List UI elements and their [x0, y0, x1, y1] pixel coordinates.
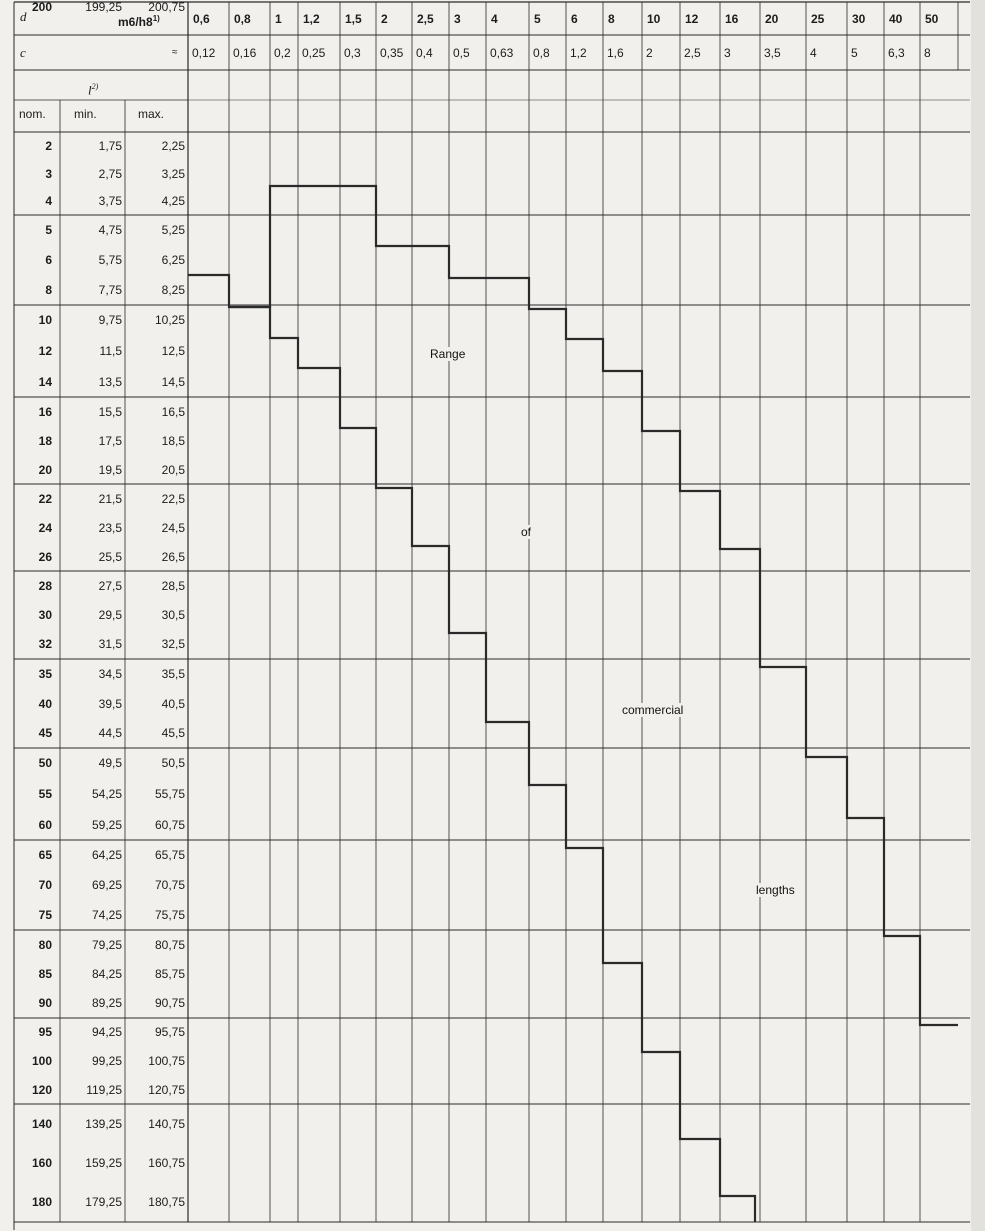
length-min: 13,5 — [98, 374, 122, 389]
length-nom: 85 — [38, 967, 52, 981]
c-value-label: 5 — [851, 46, 858, 60]
length-min: 2,75 — [98, 166, 122, 181]
length-nom: 24 — [38, 520, 52, 535]
length-max: 100,75 — [148, 1054, 185, 1068]
c-value-label: 4 — [810, 46, 817, 60]
length-nom: 22 — [38, 491, 52, 506]
length-nom: 28 — [38, 578, 52, 593]
length-min: 21,5 — [98, 491, 122, 506]
length-nom: 160 — [31, 1156, 52, 1170]
header-approx-symbol: ≈ — [172, 47, 178, 58]
length-min: 64,25 — [91, 848, 122, 862]
length-nom: 8 — [45, 283, 52, 297]
c-value-label: 1,6 — [607, 46, 624, 60]
length-min: 9,75 — [98, 313, 122, 328]
diameter-label: 2,5 — [417, 12, 434, 26]
diameter-label: 0,6 — [193, 12, 210, 26]
length-nom: 12 — [38, 344, 52, 358]
length-max: 70,75 — [154, 878, 185, 892]
length-nom: 30 — [38, 608, 52, 622]
diameter-label: 10 — [647, 12, 661, 26]
length-nom: 55 — [38, 787, 52, 801]
header-tolerance — [118, 12, 160, 29]
length-max: 6,25 — [161, 253, 185, 267]
lower-range-boundary — [229, 307, 755, 1222]
length-min: 84,25 — [91, 967, 122, 981]
length-nom: 45 — [38, 726, 52, 741]
length-min: 29,5 — [98, 608, 122, 622]
length-min: 119,25 — [86, 1082, 122, 1097]
range-word-3: commercial — [622, 703, 684, 717]
c-value-label: 0,3 — [344, 46, 361, 60]
length-max: 200,75 — [148, 0, 185, 14]
length-nom: 2 — [45, 138, 52, 153]
length-nom: 20 — [38, 462, 52, 477]
length-min: 49,5 — [98, 756, 122, 771]
length-max: 3,25 — [161, 166, 185, 181]
length-min: 94,25 — [91, 1025, 122, 1040]
c-value-label: 1,2 — [570, 46, 587, 60]
length-min: 139,25 — [85, 1116, 122, 1131]
diameter-label: 25 — [811, 12, 825, 26]
length-min: 5,75 — [98, 253, 122, 267]
length-max: 65,75 — [154, 848, 185, 862]
upper-range-boundary — [188, 186, 958, 1025]
length-nom: 6 — [45, 253, 52, 267]
c-value-label: 2,5 — [684, 46, 701, 60]
length-min: 23,5 — [98, 520, 122, 535]
diameter-label: 3 — [454, 12, 461, 26]
length-max: 32,5 — [161, 637, 185, 652]
header-tolerance-text: m6/h8 — [118, 15, 153, 29]
length-max: 28,5 — [161, 578, 185, 593]
diameter-label: 30 — [852, 12, 866, 26]
length-max: 20,5 — [161, 462, 185, 477]
diameter-label: 1 — [275, 12, 282, 26]
diameter-label: 50 — [925, 12, 939, 26]
c-value-label: 0,4 — [416, 46, 433, 60]
length-max: 4,25 — [161, 194, 185, 209]
header-l-text: l — [88, 82, 92, 98]
length-nom: 5 — [45, 223, 52, 237]
col-header-nom: nom. — [19, 107, 46, 121]
length-max: 55,75 — [154, 787, 185, 801]
c-value-label: 0,63 — [490, 46, 514, 60]
length-nom: 10 — [38, 313, 52, 328]
c-value-label: 0,12 — [192, 46, 216, 60]
length-min: 34,5 — [98, 666, 122, 681]
length-min: 44,5 — [98, 726, 122, 741]
length-nom: 95 — [38, 1025, 52, 1040]
length-max: 26,5 — [161, 549, 185, 564]
diameter-label: 5 — [534, 12, 541, 26]
diameter-label: 0,8 — [234, 12, 251, 26]
length-nom: 4 — [45, 194, 52, 209]
length-min: 89,25 — [91, 996, 122, 1011]
length-max: 10,25 — [154, 313, 185, 328]
c-value-label: 2 — [646, 46, 653, 60]
length-min: 3,75 — [98, 194, 122, 209]
header-l-note: 2) — [91, 82, 99, 91]
diameter-label: 8 — [608, 12, 615, 26]
length-min: 74,25 — [91, 908, 122, 922]
length-min: 199,25 — [85, 0, 122, 14]
length-nom: 180 — [31, 1195, 52, 1210]
length-min: 59,25 — [91, 817, 122, 832]
length-max: 22,5 — [161, 491, 185, 506]
length-nom: 40 — [38, 696, 52, 711]
length-nom: 100 — [31, 1054, 52, 1068]
length-nom: 70 — [38, 878, 52, 892]
diameter-label: 40 — [889, 12, 903, 26]
header-d-symbol: d — [20, 9, 27, 24]
length-min: 179,25 — [85, 1195, 122, 1210]
length-min: 69,25 — [91, 878, 122, 892]
range-word-4: lengths — [756, 883, 795, 897]
length-min: 4,75 — [98, 223, 122, 237]
length-max: 75,75 — [154, 908, 185, 922]
length-nom: 65 — [38, 848, 52, 862]
diameter-label: 20 — [765, 12, 779, 26]
header-l-symbol — [88, 80, 98, 97]
diameter-label: 4 — [491, 12, 498, 26]
diameter-label: 1,5 — [345, 12, 362, 26]
header-tolerance-note: 1) — [152, 14, 160, 23]
length-nom: 26 — [38, 549, 52, 564]
length-nom: 3 — [45, 166, 52, 181]
c-value-label: 0,5 — [453, 46, 470, 60]
length-max: 14,5 — [161, 374, 185, 389]
length-min: 25,5 — [98, 549, 122, 564]
length-max: 2,25 — [161, 138, 185, 153]
length-max: 8,25 — [161, 283, 185, 297]
diameter-label: 12 — [685, 12, 699, 26]
length-min: 54,25 — [91, 787, 122, 801]
length-max: 40,5 — [161, 696, 185, 711]
length-min: 19,5 — [98, 462, 122, 477]
length-max: 45,5 — [161, 726, 185, 741]
length-max: 24,5 — [161, 520, 185, 535]
length-max: 95,75 — [154, 1025, 185, 1040]
length-nom: 75 — [38, 908, 52, 922]
length-min: 79,25 — [91, 937, 122, 952]
length-min: 99,25 — [91, 1054, 122, 1068]
length-nom: 90 — [38, 996, 52, 1011]
c-value-label: 0,35 — [380, 46, 404, 60]
length-min: 31,5 — [98, 637, 122, 652]
length-min: 159,25 — [85, 1156, 122, 1170]
c-value-label: 0,16 — [233, 46, 257, 60]
length-nom: 32 — [38, 637, 52, 652]
length-nom: 120 — [31, 1082, 52, 1097]
length-min: 27,5 — [98, 578, 122, 593]
length-max: 16,5 — [161, 404, 185, 419]
c-value-label: 0,25 — [302, 46, 326, 60]
c-value-label: 3,5 — [764, 46, 781, 60]
diameter-label: 16 — [725, 12, 739, 26]
c-value-label: 6,3 — [888, 46, 905, 60]
length-nom: 200 — [31, 0, 52, 14]
col-header-max: max. — [138, 107, 165, 121]
diameter-label: 1,2 — [303, 12, 320, 26]
length-nom: 50 — [38, 756, 52, 771]
length-min: 7,75 — [98, 283, 122, 297]
length-max: 35,5 — [161, 666, 185, 681]
c-value-label: 0,8 — [533, 46, 550, 60]
c-value-label: 8 — [924, 46, 931, 60]
length-min: 1,75 — [98, 138, 122, 153]
c-value-label: 3 — [724, 46, 731, 60]
length-max: 12,5 — [161, 344, 185, 358]
c-value-label: 0,2 — [274, 46, 291, 60]
length-max: 120,75 — [148, 1082, 185, 1097]
length-min: 15,5 — [98, 404, 122, 419]
length-max: 30,5 — [161, 608, 185, 622]
length-max: 80,75 — [154, 937, 185, 952]
length-max: 160,75 — [148, 1156, 185, 1170]
diameter-label: 6 — [571, 12, 578, 26]
length-max: 90,75 — [154, 996, 185, 1011]
length-nom: 18 — [38, 433, 52, 448]
length-min: 17,5 — [98, 433, 122, 448]
length-nom: 140 — [31, 1116, 52, 1131]
length-min: 11,5 — [99, 344, 122, 358]
diameter-label: 2 — [381, 12, 388, 26]
length-max: 5,25 — [161, 223, 185, 237]
length-max: 50,5 — [161, 756, 185, 771]
length-max: 18,5 — [161, 433, 185, 448]
range-word-2: of — [521, 525, 532, 539]
length-min: 39,5 — [98, 696, 122, 711]
length-nom: 80 — [38, 937, 52, 952]
length-max: 140,75 — [148, 1116, 185, 1131]
length-nom: 14 — [38, 374, 52, 389]
range-word-1: Range — [430, 347, 466, 361]
header-c-symbol: c — [20, 45, 26, 60]
col-header-min: min. — [74, 107, 97, 121]
length-nom: 60 — [38, 817, 52, 832]
length-max: 180,75 — [148, 1195, 185, 1210]
length-max: 60,75 — [154, 817, 185, 832]
length-max: 85,75 — [154, 967, 185, 981]
length-nom: 35 — [38, 666, 52, 681]
length-nom: 16 — [38, 404, 52, 419]
